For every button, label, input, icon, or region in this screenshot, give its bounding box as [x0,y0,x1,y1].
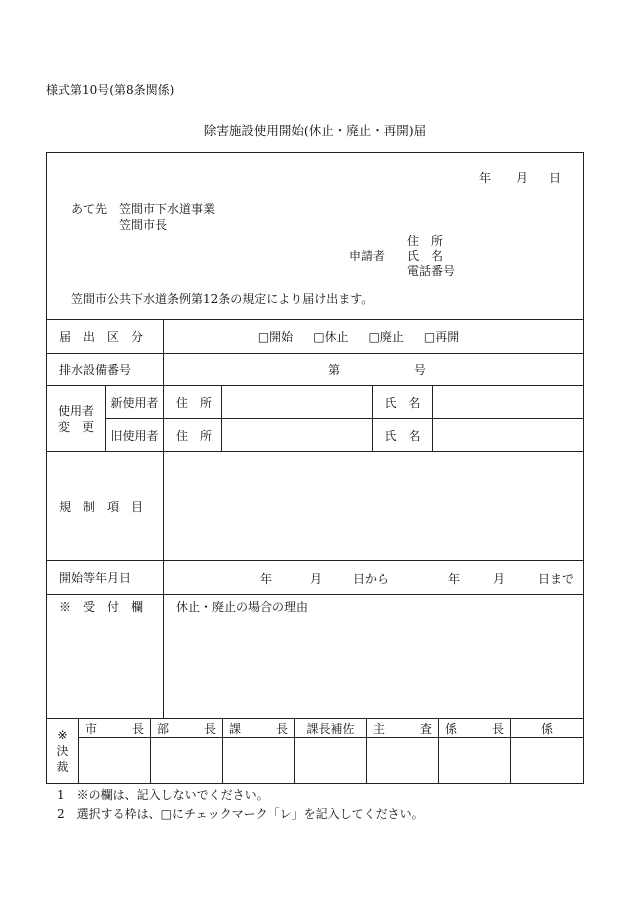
old-user-label: 旧使用者 [106,419,164,452]
addressee-line2: 笠間市長 [119,218,168,232]
addressee-prefix: あて先 [71,202,108,216]
start-date-field[interactable] [164,561,584,595]
to-day: 日まで [538,571,575,586]
approval-stamp-section-chief[interactable] [223,738,295,784]
note-1: 1 ※の欄は、記入しないでください。 [57,788,269,802]
document-title: 除害施設使用開始(休止・廃止・再開)届 [203,123,427,138]
old-user-name-field[interactable] [433,419,584,452]
new-user-address-field[interactable] [222,386,373,419]
reception-label: ※ 受 付 欄 [47,595,164,719]
from-month: 月 [310,571,323,586]
start-date-label: 開始等年月日 [47,561,164,595]
approval-stamp-staff[interactable] [511,738,584,784]
notification-form [46,152,584,719]
new-user-address-label: 住 所 [164,386,222,419]
approval-col-section-chief: 課 長 [223,719,295,738]
new-user-name-field[interactable] [433,386,584,419]
approval-stamp-subsection-chief[interactable] [439,738,511,784]
reason-label: 休止・廃止の場合の理由 [176,600,309,614]
approval-stamp-assistant-chief[interactable] [295,738,367,784]
header-section [47,153,584,320]
approval-col-subsection-chief: 係 長 [439,719,511,738]
date-day: 日 [549,171,562,185]
approval-col-mayor: 市 長 [79,719,151,738]
user-change-label-2: 変 更 [57,419,94,434]
approval-stamp-mayor[interactable] [79,738,151,784]
from-year: 年 [260,571,273,586]
addressee-line1: 笠間市下水道事業 [119,202,216,216]
from-day: 日から [353,571,390,586]
option-start-checkbox[interactable]: □開始 [257,330,294,344]
new-user-label: 新使用者 [106,386,164,419]
date-month: 月 [516,171,529,185]
old-user-address-field[interactable] [222,419,373,452]
to-month: 月 [493,571,506,586]
notification-type-label: 届 出 区 分 [47,320,164,354]
approval-col-assistant-chief: 課長補佐 [295,719,367,738]
to-year: 年 [448,571,461,586]
old-user-name-label: 氏 名 [373,419,433,452]
approval-label [47,719,79,784]
drainage-number-suffix: 号 [413,363,426,377]
approval-stamp-director[interactable] [151,738,223,784]
approval-col-supervisor: 主 査 [367,719,439,738]
approval-stamp-supervisor[interactable] [367,738,439,784]
approval-label-1: 決 [56,744,69,758]
applicant-label: 申請者 [349,249,386,263]
statement-text: 笠間市公共下水道条例第12条の規定により届け出ます。 [71,292,374,306]
option-abolish-checkbox[interactable]: □廃止 [368,330,404,344]
reason-field[interactable] [164,595,584,719]
approval-table [46,718,584,784]
approval-label-2: 裁 [56,760,69,774]
approval-col-director: 部 長 [151,719,223,738]
new-user-name-label: 氏 名 [373,386,433,419]
option-suspend-checkbox[interactable]: □休止 [313,330,349,344]
applicant-address-label: 住 所 [407,234,444,248]
option-resume-checkbox[interactable]: □再開 [423,330,460,344]
notification-type-options [164,320,584,354]
note-2: 2 選択する枠は、□にチェックマーク「レ」を記入してください。 [57,807,424,821]
regulated-items-field[interactable] [164,452,584,561]
applicant-name-label: 氏 名 [407,249,444,263]
regulated-items-label: 規 制 項 目 [47,452,164,561]
applicant-phone-label: 電話番号 [407,264,456,278]
approval-col-staff: 係 [511,719,584,738]
approval-mark: ※ [57,728,68,742]
old-user-address-label: 住 所 [164,419,222,452]
drainage-number-label: 排水設備番号 [47,354,164,386]
drainage-number-field[interactable] [164,354,584,386]
date-year: 年 [479,171,492,185]
drainage-number-prefix: 第 [328,363,341,377]
user-change-label [47,386,106,452]
user-change-label-1: 使用者 [57,403,94,418]
form-number: 様式第10号(第8条関係) [46,83,175,97]
